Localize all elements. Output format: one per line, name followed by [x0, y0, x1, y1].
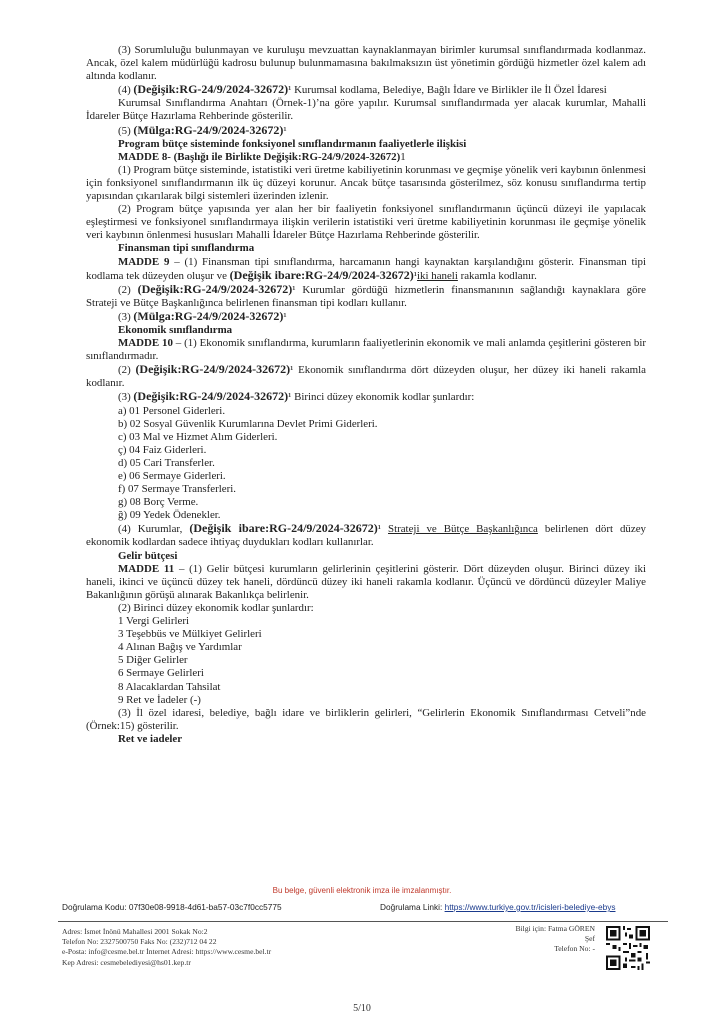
text-span: (2) — [118, 283, 138, 296]
text-span: – (1) Gelir bütçesi kurumların gelirlerinin çeşitlerini gösterir. Dört düzeyden oluşur. Birinci düzey iki haneli, ikinci ve üçüncü düzey tek haneli, dördüncü düzey iki haneli rakamla kodlanır. Üçüncü ve dördüncü düzeyler Maliye Bakanlığının görüşü alınarak Bakanlıkça belirlenir. — [86, 562, 646, 601]
text-line — [86, 707, 646, 733]
text-span: ¹ — [377, 523, 389, 536]
text-line — [86, 151, 646, 164]
text-span: ¹ Kurumlar gördüğü hizmetlerin finansmanının sağlandığı kaynaklara göre Strateji ve Bütçe Başkanlığınca belirlenen finansman tipi kodları kullanır. — [86, 283, 647, 309]
text-line — [86, 97, 646, 123]
text-line — [86, 628, 646, 641]
text-line — [86, 164, 646, 203]
text-line — [86, 431, 646, 444]
text-span: e) 06 Sermaye Giderleri. — [118, 470, 226, 482]
text-span: rakamla kodlanır. — [457, 269, 537, 282]
text-span: Strateji ve Bütçe Başkanlığınca — [388, 523, 538, 536]
text-line — [86, 324, 646, 337]
text-span: ¹ Ekonomik sınıflandırma dört düzeyden oluşur, her düzey iki haneli rakamla kodlanır. — [86, 364, 646, 390]
text-span: ¹ Birinci düzey ekonomik kodlar şunlardır: — [288, 391, 475, 404]
text-span: ¹ — [413, 269, 418, 282]
text-span: MADDE 10 — [118, 337, 173, 350]
text-span: (Değişik:RG-24/9/2024-32672) — [133, 82, 289, 97]
footer-phone: Telefon No: 2327500750 Faks No: (232)712 04 22 — [62, 937, 217, 947]
text-span: belirlenen dört düzey ekonomik kodlardan sadece ihtiyaç duydukları kodları kullanırlar. — [86, 523, 646, 549]
text-line — [86, 694, 646, 707]
text-line — [86, 641, 646, 654]
text-span: (2) Program bütçe yapısında yer alan her bir faaliyetin fonksiyonel sınıflandırmanın üçüncü düzeyi ile yapılacak eşleştirmesi ve fonksiyonel sınıflandırmaya ilişkin verilerin istatistiki veri üretme kabiliyetinin korunması ile geçmişe yönelik veri kaybının önlenmesi hususları Mahalli İdareler Bütçe Hazırlama Rehberinde gösterilir. — [86, 203, 646, 242]
text-line — [86, 733, 646, 746]
text-line — [86, 138, 646, 151]
footer-address: Adres: İsmet İnönü Mahallesi 2001 Sokak No:2 — [62, 927, 208, 936]
text-span: f) 07 Sermaye Transferleri. — [118, 483, 236, 496]
text-span: (Değişik:RG-24/9/2024-32672) — [137, 281, 293, 296]
text-span: b) 02 Sosyal Güvenlik Kurumlarına Devlet Primi Giderleri. — [118, 417, 378, 430]
text-line — [86, 602, 646, 615]
text-line — [86, 405, 646, 418]
info-contact-phone: Telefon No: - — [554, 944, 595, 954]
footer-kep: Kep Adresi: cesmebelediyesi@hs01.kep.tr — [62, 957, 191, 967]
text-line — [86, 124, 646, 138]
text-span: ç) 04 Faiz Giderleri. — [118, 443, 207, 456]
text-line — [86, 681, 646, 694]
text-span: iki haneli — [417, 269, 458, 282]
text-line — [86, 550, 646, 563]
text-span: (2) Birinci düzey ekonomik kodlar şunlardır: — [118, 601, 314, 614]
text-span: (2) — [118, 364, 136, 377]
verification-link-label: Doğrulama Linki: — [380, 902, 443, 912]
text-line — [86, 470, 646, 483]
text-span: (1) Program bütçe sisteminde, istatistiki veri üretme kabiliyetinin korunması ve geçmişe yönelik veri kaybının önlenmesi için fonksiyonel sınıflandırmanın ilk üç düzeyi korunur. Ancak bütçe tasarısında gösterilmez, söz konusu sınıflandırma tertip yapısından çıkarılarak bilgi sistemleri üzerinden izlenir. — [86, 163, 646, 203]
text-span: Gelir bütçesi — [118, 549, 178, 562]
text-line — [86, 83, 646, 97]
text-span: (Değişik ibare:RG-24/9/2024-32672) — [229, 267, 414, 282]
text-span: (3) — [118, 391, 134, 404]
text-span: 9 Ret ve İadeler (-) — [118, 693, 201, 706]
text-line — [86, 457, 646, 470]
text-line — [86, 444, 646, 457]
info-contact-title: Şef — [584, 934, 595, 944]
text-span: – (1) Ekonomik sınıflandırma, kurumların faaliyetlerinin ekonomik ve mali anlamda çeşitlerini gösteren bir sınıflandırmadır. — [86, 337, 646, 363]
page-number: 5/10 — [353, 1003, 371, 1014]
text-span: (Mülga:RG-24/9/2024-32672) — [133, 122, 284, 137]
text-span: g) 08 Borç Verme. — [118, 496, 199, 509]
text-span: (3) Sorumluluğu bulunmayan ve kuruluşu mevzuattan kaynaklanmayan birimler kurumsal sınıflandırmada kodlanmaz. Ancak, özel kalem müdürlüğü kadrosu bulunup bulunmamasına bakılmaksızın üst yönetimin gördüğü hizmetler özel kalem adı altında kodlanır. — [86, 44, 646, 83]
text-span: 3 Teşebbüs ve Mülkiyet Gelirleri — [118, 628, 262, 641]
text-span: (Değişik ibare:RG-24/9/2024-32672) — [189, 521, 378, 536]
text-line — [86, 615, 646, 628]
text-span: (Değişik:RG-24/9/2024-32672) — [135, 362, 291, 377]
text-span: Finansman tipi sınıflandırma — [118, 242, 255, 255]
footer-email: e-Posta: info@cesme.bel.tr İnternet Adresi: https://www.cesme.bel.tr — [62, 947, 272, 957]
text-line — [86, 283, 646, 310]
text-span: 6 Sermaye Gelirleri — [118, 667, 204, 680]
verification-link-group — [380, 902, 616, 912]
footer-contact — [62, 927, 482, 968]
text-span: (5) — [118, 124, 134, 137]
text-line — [86, 242, 646, 255]
text-span: (3) İl özel idaresi, belediye, bağlı idare ve birliklerin gelirleri, “Gelirlerin Ekonomik Sınıflandırması Cetveli”nde (Örnek:15) gösterilir. — [86, 706, 646, 732]
text-span: MADDE 8- (Başlığı ile Birlikte Değişik:RG-24/9/2024-32672) — [118, 150, 401, 163]
text-line — [86, 496, 646, 509]
text-line — [86, 667, 646, 680]
text-span: (4) Kurumlar, — [118, 523, 190, 536]
text-line — [86, 418, 646, 431]
text-span: – (1) Finansman tipi sınıflandırma, harcamanın hangi kaynaktan karşılandığını gösterir. Finansman tipi kodlama tek düzeyden oluşur ve — [86, 255, 646, 282]
text-span: (Değişik:RG-24/9/2024-32672) — [133, 389, 289, 404]
qr-code-icon — [606, 926, 650, 970]
info-contact — [500, 924, 595, 955]
verification-code: Doğrulama Kodu: 07f30e08-9918-4d61-ba57-03c7f0cc5775 — [62, 902, 282, 912]
regulation-text — [86, 44, 646, 746]
text-span: Program bütçe sisteminde fonksiyonel sınıflandırmanın faaliyetlerle ilişkisi — [118, 137, 467, 150]
text-span: ¹ Kurumsal kodlama, Belediye, Bağlı İdare ve Birlikler ile İl Özel İdaresi — [288, 84, 607, 97]
text-line — [86, 310, 646, 324]
text-line — [86, 390, 646, 404]
verification-row — [62, 902, 682, 912]
text-line — [86, 363, 646, 390]
text-span: MADDE 9 — [118, 255, 170, 268]
text-span: 5 Diğer Gelirler — [118, 654, 188, 667]
e-signature-notice: Bu belge, güvenli elektronik imza ile imzalanmıştır. — [272, 886, 452, 895]
text-line — [86, 256, 646, 283]
text-span: d) 05 Cari Transferler. — [118, 456, 215, 469]
text-span: c) 03 Mal ve Hizmet Alım Giderleri. — [118, 430, 278, 443]
text-line — [86, 654, 646, 667]
text-line — [86, 522, 646, 549]
text-line — [86, 483, 646, 496]
text-span: 1 — [400, 150, 406, 163]
info-contact-name: Bilgi için: Fatma GÖREN — [515, 924, 595, 933]
text-span: MADDE 11 — [118, 562, 175, 575]
text-span: Ekonomik sınıflandırma — [118, 323, 233, 336]
text-span: Ret ve iadeler — [118, 732, 183, 745]
text-span: Kurumsal Sınıflandırma Anahtarı (Örnek-1)’na göre yapılır. Kurumsal sınıflandırmada yer alacak kurumlar, Mahalli İdareler Bütçe Hazırlama Rehberinde gösterilir. — [86, 97, 646, 123]
verification-link[interactable]: https://www.turkiye.gov.tr/icisleri-belediye-ebys — [444, 902, 616, 912]
text-span: 8 Alacaklardan Tahsilat — [118, 680, 221, 693]
text-span: ¹ — [283, 124, 287, 137]
text-span: (Mülga:RG-24/9/2024-32672) — [133, 308, 284, 323]
text-line — [86, 203, 646, 242]
text-span: a) 01 Personel Giderleri. — [118, 404, 226, 417]
text-span: ğ) 09 Yedek Ödenekler. — [118, 509, 221, 522]
text-span: ¹ — [283, 310, 287, 323]
text-span: (3) — [118, 310, 134, 323]
text-span: 4 Alınan Bağış ve Yardımlar — [118, 641, 242, 654]
text-line — [86, 337, 646, 363]
text-span: (4) — [118, 84, 134, 97]
footer-divider — [58, 921, 668, 922]
text-span: 1 Vergi Gelirleri — [118, 615, 189, 628]
text-line — [86, 563, 646, 602]
text-line — [86, 44, 646, 83]
